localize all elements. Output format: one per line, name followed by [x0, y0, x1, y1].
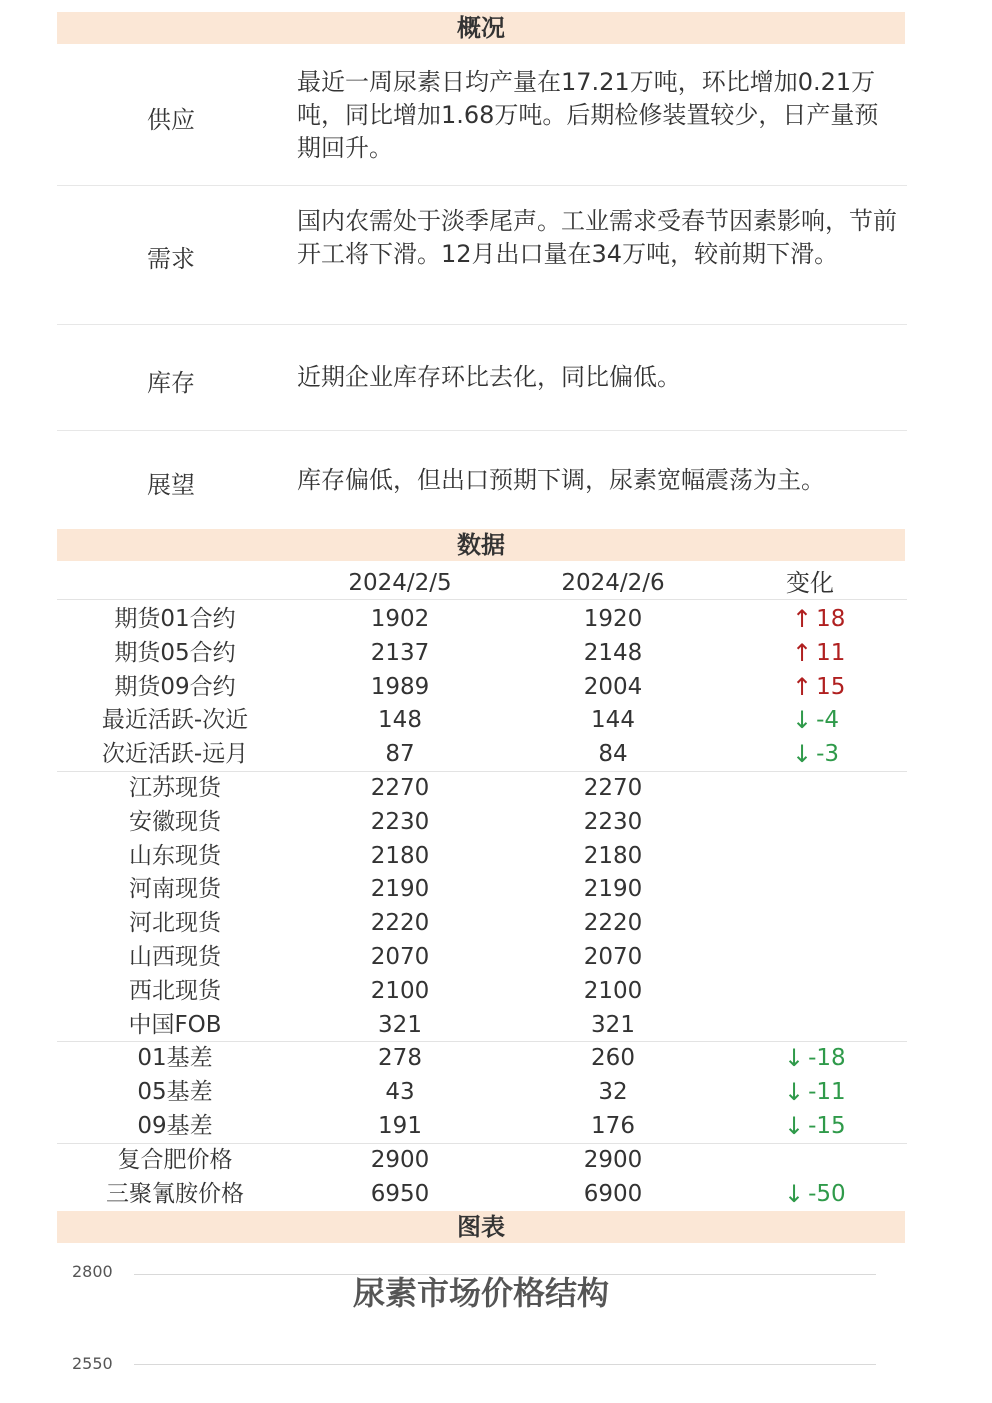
- overview-label: 供应: [147, 106, 195, 134]
- row-name: 01基差: [137, 1045, 213, 1072]
- overview-text: 最近一周尿素日均产量在17.21万吨，环比增加0.21万吨，同比增加1.68万吨。后期检修装置较少，日产量预期回升。: [297, 68, 879, 162]
- value-date1: 43: [385, 1079, 415, 1106]
- value-date2: 2900: [583, 1146, 643, 1173]
- row-name: 期货05合约: [114, 639, 236, 666]
- row-name: 期货01合约: [114, 606, 236, 632]
- value-date1: 2180: [370, 842, 430, 869]
- row-name: 河北现货: [129, 910, 221, 937]
- change-value: 18: [816, 606, 846, 632]
- value-date1: 2190: [370, 876, 430, 903]
- value-date2: 2070: [583, 944, 643, 970]
- change-value: -15: [808, 1113, 846, 1139]
- value-date1: 1989: [370, 673, 430, 700]
- value-date1: 2137: [370, 639, 430, 666]
- change-value: -11: [808, 1079, 846, 1106]
- change-value: 11: [816, 639, 846, 666]
- change-cell: [760, 1177, 904, 1211]
- row-name: 次近活跃-远月: [101, 741, 249, 768]
- arrow-down-icon: ↓: [784, 1112, 805, 1140]
- value-date1: 2900: [370, 1146, 430, 1173]
- grid-line: [134, 1364, 876, 1365]
- row-name: 中国FOB: [128, 1011, 222, 1038]
- arrow-up-icon: ↑: [792, 672, 813, 701]
- change-value: -50: [808, 1180, 846, 1207]
- value-date2: 1920: [583, 606, 643, 632]
- value-date1: 2270: [370, 775, 430, 801]
- overview-row-inventory: [57, 325, 907, 431]
- value-date2: 2100: [583, 977, 643, 1004]
- row-name: 三聚氰胺价格: [106, 1180, 244, 1207]
- row-name: 山东现货: [129, 842, 221, 869]
- arrow-down-icon: ↓: [792, 740, 813, 769]
- arrow-down-icon: ↓: [784, 1179, 805, 1208]
- value-date1: 6950: [370, 1180, 430, 1207]
- value-date1: 191: [378, 1113, 422, 1139]
- overview-row-supply: [57, 48, 907, 186]
- value-date2: 2270: [583, 775, 643, 801]
- table-separator: [57, 599, 907, 600]
- arrow-up-icon: ↑: [792, 638, 813, 667]
- arrow-down-icon: ↓: [784, 1078, 805, 1107]
- y-tick-label: 2800: [72, 1262, 113, 1281]
- row-name: 山西现货: [129, 944, 221, 970]
- value-date2: 2190: [583, 876, 643, 903]
- overview-text: 国内农需处于淡季尾声。工业需求受春节因素影响，节前开工将下滑。12月出口量在34万吨，较前期下滑。: [297, 207, 897, 268]
- change-cell: [760, 703, 912, 737]
- value-date1: 2230: [370, 808, 430, 835]
- overview-row-demand: [57, 186, 907, 325]
- change-cell: [760, 602, 912, 636]
- value-date1: 2070: [370, 944, 430, 970]
- value-date2: 2230: [583, 808, 643, 835]
- change-cell: [760, 670, 912, 704]
- value-date1: 1902: [370, 606, 430, 632]
- row-name: 江苏现货: [129, 775, 221, 801]
- row-name: 09基差: [137, 1113, 213, 1139]
- value-date2: 84: [598, 741, 628, 768]
- row-name: 最近活跃-次近: [101, 707, 249, 734]
- overview-label: 需求: [147, 245, 195, 273]
- value-date1: 321: [378, 1011, 422, 1038]
- value-date1: 148: [378, 707, 422, 734]
- value-date2: 32: [598, 1079, 628, 1106]
- change-cell: [760, 1041, 904, 1075]
- overview-label: 展望: [147, 471, 195, 499]
- value-date2: 2180: [583, 842, 643, 869]
- value-date2: 144: [591, 707, 635, 734]
- y-tick-label: 2550: [72, 1354, 113, 1373]
- value-date2: 2004: [583, 673, 643, 700]
- overview-row-outlook: [57, 431, 907, 526]
- overview-label: 库存: [147, 369, 195, 397]
- change-cell: [760, 636, 912, 670]
- row-name: 复合肥价格: [117, 1146, 233, 1173]
- change-value: -3: [816, 741, 840, 768]
- overview-header: 概况: [57, 12, 905, 44]
- overview-text: 库存偏低，但出口预期下调，尿素宽幅震荡为主。: [297, 466, 825, 494]
- row-name: 西北现货: [129, 977, 221, 1004]
- change-value: 15: [816, 673, 846, 700]
- value-date1: 278: [378, 1045, 422, 1072]
- value-date2: 6900: [583, 1180, 643, 1207]
- chart-header: 图表: [57, 1211, 905, 1243]
- arrow-down-icon: ↓: [792, 706, 813, 735]
- value-date2: 2220: [583, 910, 643, 937]
- row-name: 河南现货: [129, 876, 221, 903]
- change-cell: [760, 1075, 904, 1109]
- value-date1: 2100: [370, 977, 430, 1004]
- change-value: -18: [808, 1045, 846, 1072]
- value-date2: 321: [591, 1011, 635, 1038]
- change-cell: [760, 1109, 904, 1143]
- column-header-date2: 2024/2/6: [561, 570, 665, 596]
- change-value: -4: [816, 707, 840, 734]
- arrow-up-icon: ↑: [792, 605, 813, 633]
- value-date1: 87: [385, 741, 415, 768]
- change-cell: [760, 737, 912, 771]
- arrow-down-icon: ↓: [784, 1044, 805, 1073]
- overview-text: 近期企业库存环比去化，同比偏低。: [297, 363, 681, 391]
- row-name: 安徽现货: [129, 808, 221, 835]
- column-header-date1: 2024/2/5: [348, 570, 452, 596]
- chart-title: 尿素市场价格结构: [352, 1274, 609, 1312]
- value-date2: 2148: [583, 639, 643, 666]
- value-date1: 2220: [370, 910, 430, 937]
- row-name: 05基差: [137, 1079, 213, 1106]
- value-date2: 176: [591, 1113, 635, 1139]
- value-date2: 260: [591, 1045, 635, 1072]
- column-header-change: 变化: [786, 569, 834, 597]
- data-header: 数据: [57, 529, 905, 561]
- row-name: 期货09合约: [114, 673, 236, 700]
